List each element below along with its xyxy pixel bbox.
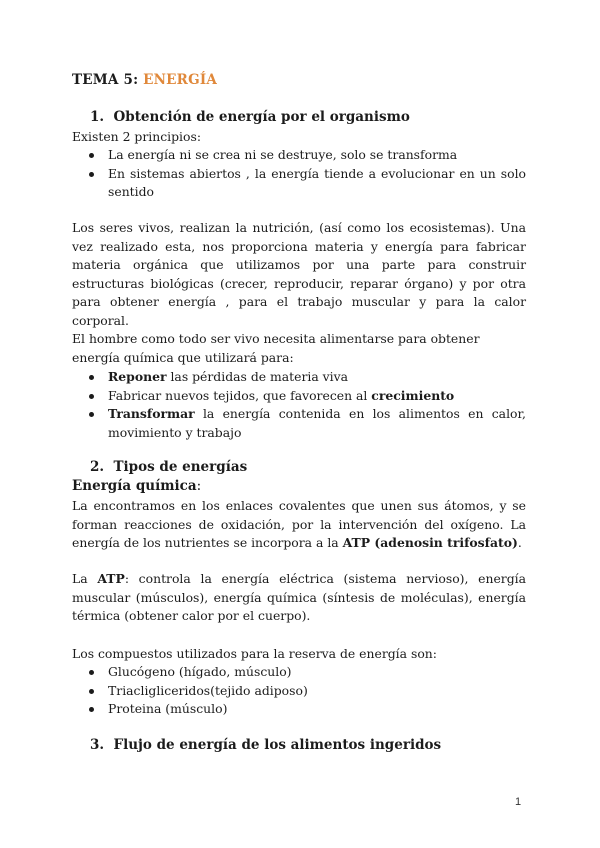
reserves-list	[72, 663, 526, 719]
subheading-energia-quimica: Energía química:	[72, 478, 202, 494]
section-1-intro: Existen 2 principios:	[72, 129, 201, 144]
list-item: Glucógeno (hígado, músculo)	[72, 663, 526, 682]
section-1-paragraph-1: Los seres vivos, realizan la nutrición, (así como los ecosistemas). Una vez realizado esta, nos proporciona materia y energía para fabricar materia orgánica que utilizamos por una parte para construir estructuras biológicas (crecer, reproducir, reparar órgano) y por otra para obtener energía , para el trabajo muscular y para la calor corporal.	[72, 220, 526, 328]
list-item: Reponer las pérdidas de materia viva	[72, 368, 526, 387]
section-1-heading: 1. Obtención de energía por el organismo	[90, 109, 410, 125]
needs-list	[72, 368, 526, 442]
section-2-paragraph-1: La encontramos en los enlaces covalentes que unen sus átomos, y se forman reacciones de oxidación, por la intervención del oxígeno. La energía de los nutrientes se incorpora a la ATP (adenosin trifosfato).	[72, 498, 526, 550]
page-number: 1	[515, 796, 522, 808]
section-2-heading: 2. Tipos de energías	[90, 459, 248, 475]
list-item: Triacligliceridos(tejido adiposo)	[72, 682, 526, 701]
section-1-paragraph-2: El hombre como todo ser vivo necesita alimentarse para obtener energía química que utilizará para:	[72, 331, 480, 365]
principles-list	[72, 146, 526, 202]
page-title: TEMA 5: ENERGÍA	[72, 72, 218, 88]
section-2-paragraph-3: Los compuestos utilizados para la reserva de energía son:	[72, 646, 437, 661]
list-item: La energía ni se crea ni se destruye, solo se transforma	[72, 146, 526, 165]
list-item: Transformar la energía contenida en los alimentos en calor, movimiento y trabajo	[72, 405, 526, 442]
section-2-paragraph-2: La ATP: controla la energía eléctrica (sistema nervioso), energía muscular (músculos), energía química (síntesis de moléculas), energía térmica (obtener calor por el cuerpo).	[72, 571, 527, 623]
title-topic: ENERGÍA	[143, 72, 218, 88]
section-3-heading: 3. Flujo de energía de los alimentos ingeridos	[90, 737, 442, 753]
list-item: Proteina (músculo)	[72, 700, 526, 719]
list-item: En sistemas abiertos , la energía tiende a evolucionar en un solo sentido	[72, 165, 526, 202]
list-item: Fabricar nuevos tejidos, que favorecen al crecimiento	[72, 387, 526, 406]
